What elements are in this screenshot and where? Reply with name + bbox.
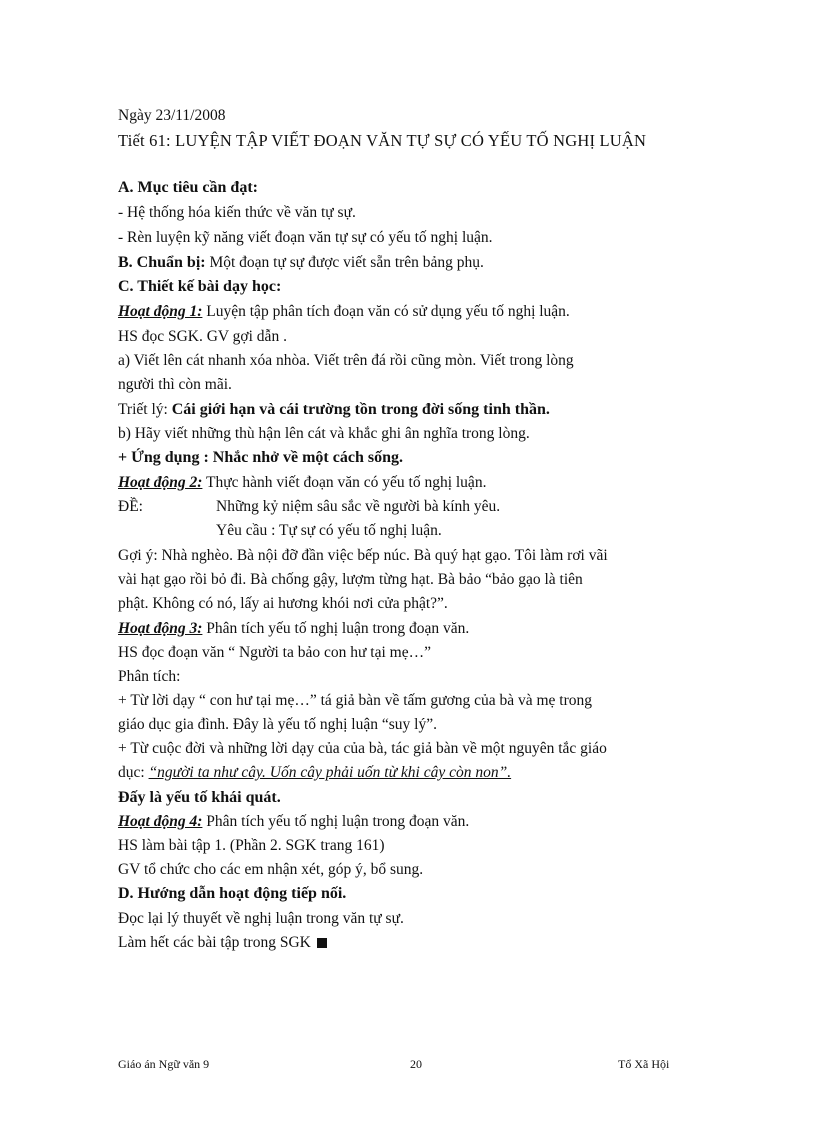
activity-1-line: HS đọc SGK. GV gợi dẫn . <box>118 328 287 345</box>
activity-1-line-b: b) Hãy viết những thù hận lên cát và khắc ghi ân nghĩa trong lòng. <box>118 425 530 442</box>
activity-3-line: giáo dục gia đình. Đây là yếu tố nghị luận “suy lý”. <box>118 716 437 733</box>
hint-line: vài hạt gạo rồi bỏ đi. Bà chống gậy, lượm từng hạt. Bà bảo “bảo gạo là tiên <box>118 571 583 588</box>
section-d-line-last <box>118 933 327 953</box>
requirement-text: Yêu cầu : Tự sự có yếu tố nghị luận. <box>216 522 442 539</box>
activity-3-line: + Từ cuộc đời và những lời dạy của của bà, tác giả bàn về một nguyên tắc giáo <box>118 740 607 757</box>
conclusion-line: Đấy là yếu tố khái quát. <box>118 789 281 806</box>
section-d-heading: D. Hướng dẫn hoạt động tiếp nối. <box>118 885 347 902</box>
section-d-line: Đọc lại lý thuyết về nghị luận trong văn tự sự. <box>118 910 404 927</box>
activity-1-text: Luyện tập phân tích đoạn văn có sử dụng yếu tố nghị luận. <box>202 303 570 320</box>
activity-2 <box>118 473 486 493</box>
activity-4-line: GV tổ chức cho các em nhận xét, góp ý, bổ sung. <box>118 861 424 878</box>
activity-3-line: Phân tích: <box>118 668 181 685</box>
activity-2-text: Thực hành viết đoạn văn có yếu tố nghị luận. <box>202 474 487 491</box>
activity-3-line: + Từ lời dạy “ con hư tại mẹ…” tá giả bàn về tấm gương của bà và mẹ trong <box>118 692 593 709</box>
section-a-item: - Rèn luyện kỹ năng viết đoạn văn tự sự có yếu tố nghị luận. <box>118 229 493 246</box>
application-line: + Ứng dụng : Nhắc nhở về một cách sống. <box>118 449 403 466</box>
section-a-heading: A. Mục tiêu cần đạt: <box>118 179 258 196</box>
topic-label: ĐỀ: <box>118 498 143 515</box>
section-b-heading: B. Chuẩn bị: <box>118 254 206 271</box>
section-c-heading: C. Thiết kế bài dạy học: <box>118 278 282 295</box>
activity-2-label: Hoạt động 2: <box>118 474 203 491</box>
section-a-item: - Hệ thống hóa kiến thức về văn tự sự. <box>118 204 356 221</box>
philosophy-label: Triết lý: <box>118 401 172 418</box>
activity-1 <box>118 302 570 322</box>
lesson-date: Ngày 23/11/2008 <box>118 107 226 124</box>
activity-3-label: Hoạt động 3: <box>118 620 203 637</box>
activity-1-line: a) Viết lên cát nhanh xóa nhòa. Viết trên đá rồi cũng mòn. Viết trong lòng <box>118 352 574 369</box>
activity-3 <box>118 619 469 639</box>
activity-4 <box>118 812 469 832</box>
topic-text: Những kỷ niệm sâu sắc về người bà kính yêu. <box>216 498 501 515</box>
end-square-icon <box>317 938 327 948</box>
footer-page-number: 20 <box>410 1057 422 1071</box>
activity-4-text: Phân tích yếu tố nghị luận trong đoạn văn. <box>202 813 470 830</box>
activity-3-line: HS đọc đoạn văn “ Người ta bảo con hư tại mẹ…” <box>118 644 431 661</box>
activity-1-label: Hoạt động 1: <box>118 303 203 320</box>
hint-line: phật. Không có nó, lấy ai hương khói nơi cửa phật?”. <box>118 595 448 612</box>
philosophy-line <box>118 400 550 420</box>
footer-right: Tổ Xã Hội <box>618 1057 670 1071</box>
quote-prefix: dục: <box>118 764 149 781</box>
activity-1-line: người thì còn mãi. <box>118 376 232 393</box>
hint-line: Gợi ý: Nhà nghèo. Bà nội đỡ đần việc bếp núc. Bà quý hạt gạo. Tôi làm rơi vãi <box>118 547 608 564</box>
section-b <box>118 253 484 273</box>
activity-3-text: Phân tích yếu tố nghị luận trong đoạn văn. <box>202 620 470 637</box>
footer-left: Giáo án Ngữ văn 9 <box>118 1057 210 1071</box>
section-b-text: Một đoạn tự sự được viết sẵn trên bảng phụ. <box>205 254 484 271</box>
philosophy-text: Cái giới hạn và cái trường tồn trong đời sống tinh thần. <box>171 401 550 418</box>
activity-4-label: Hoạt động 4: <box>118 813 203 830</box>
quote-text: “người ta như cây. Uốn cây phải uốn từ khi cây còn non”. <box>148 764 512 781</box>
quote-line <box>118 763 511 783</box>
lesson-title: Tiết 61: LUYỆN TẬP VIẾT ĐOẠN VĂN TỰ SỰ CÓ YẾU TỐ NGHỊ LUẬN <box>118 131 647 150</box>
section-d-line: Làm hết các bài tập trong SGK <box>118 934 311 951</box>
activity-4-line: HS làm bài tập 1. (Phần 2. SGK trang 161) <box>118 837 385 854</box>
